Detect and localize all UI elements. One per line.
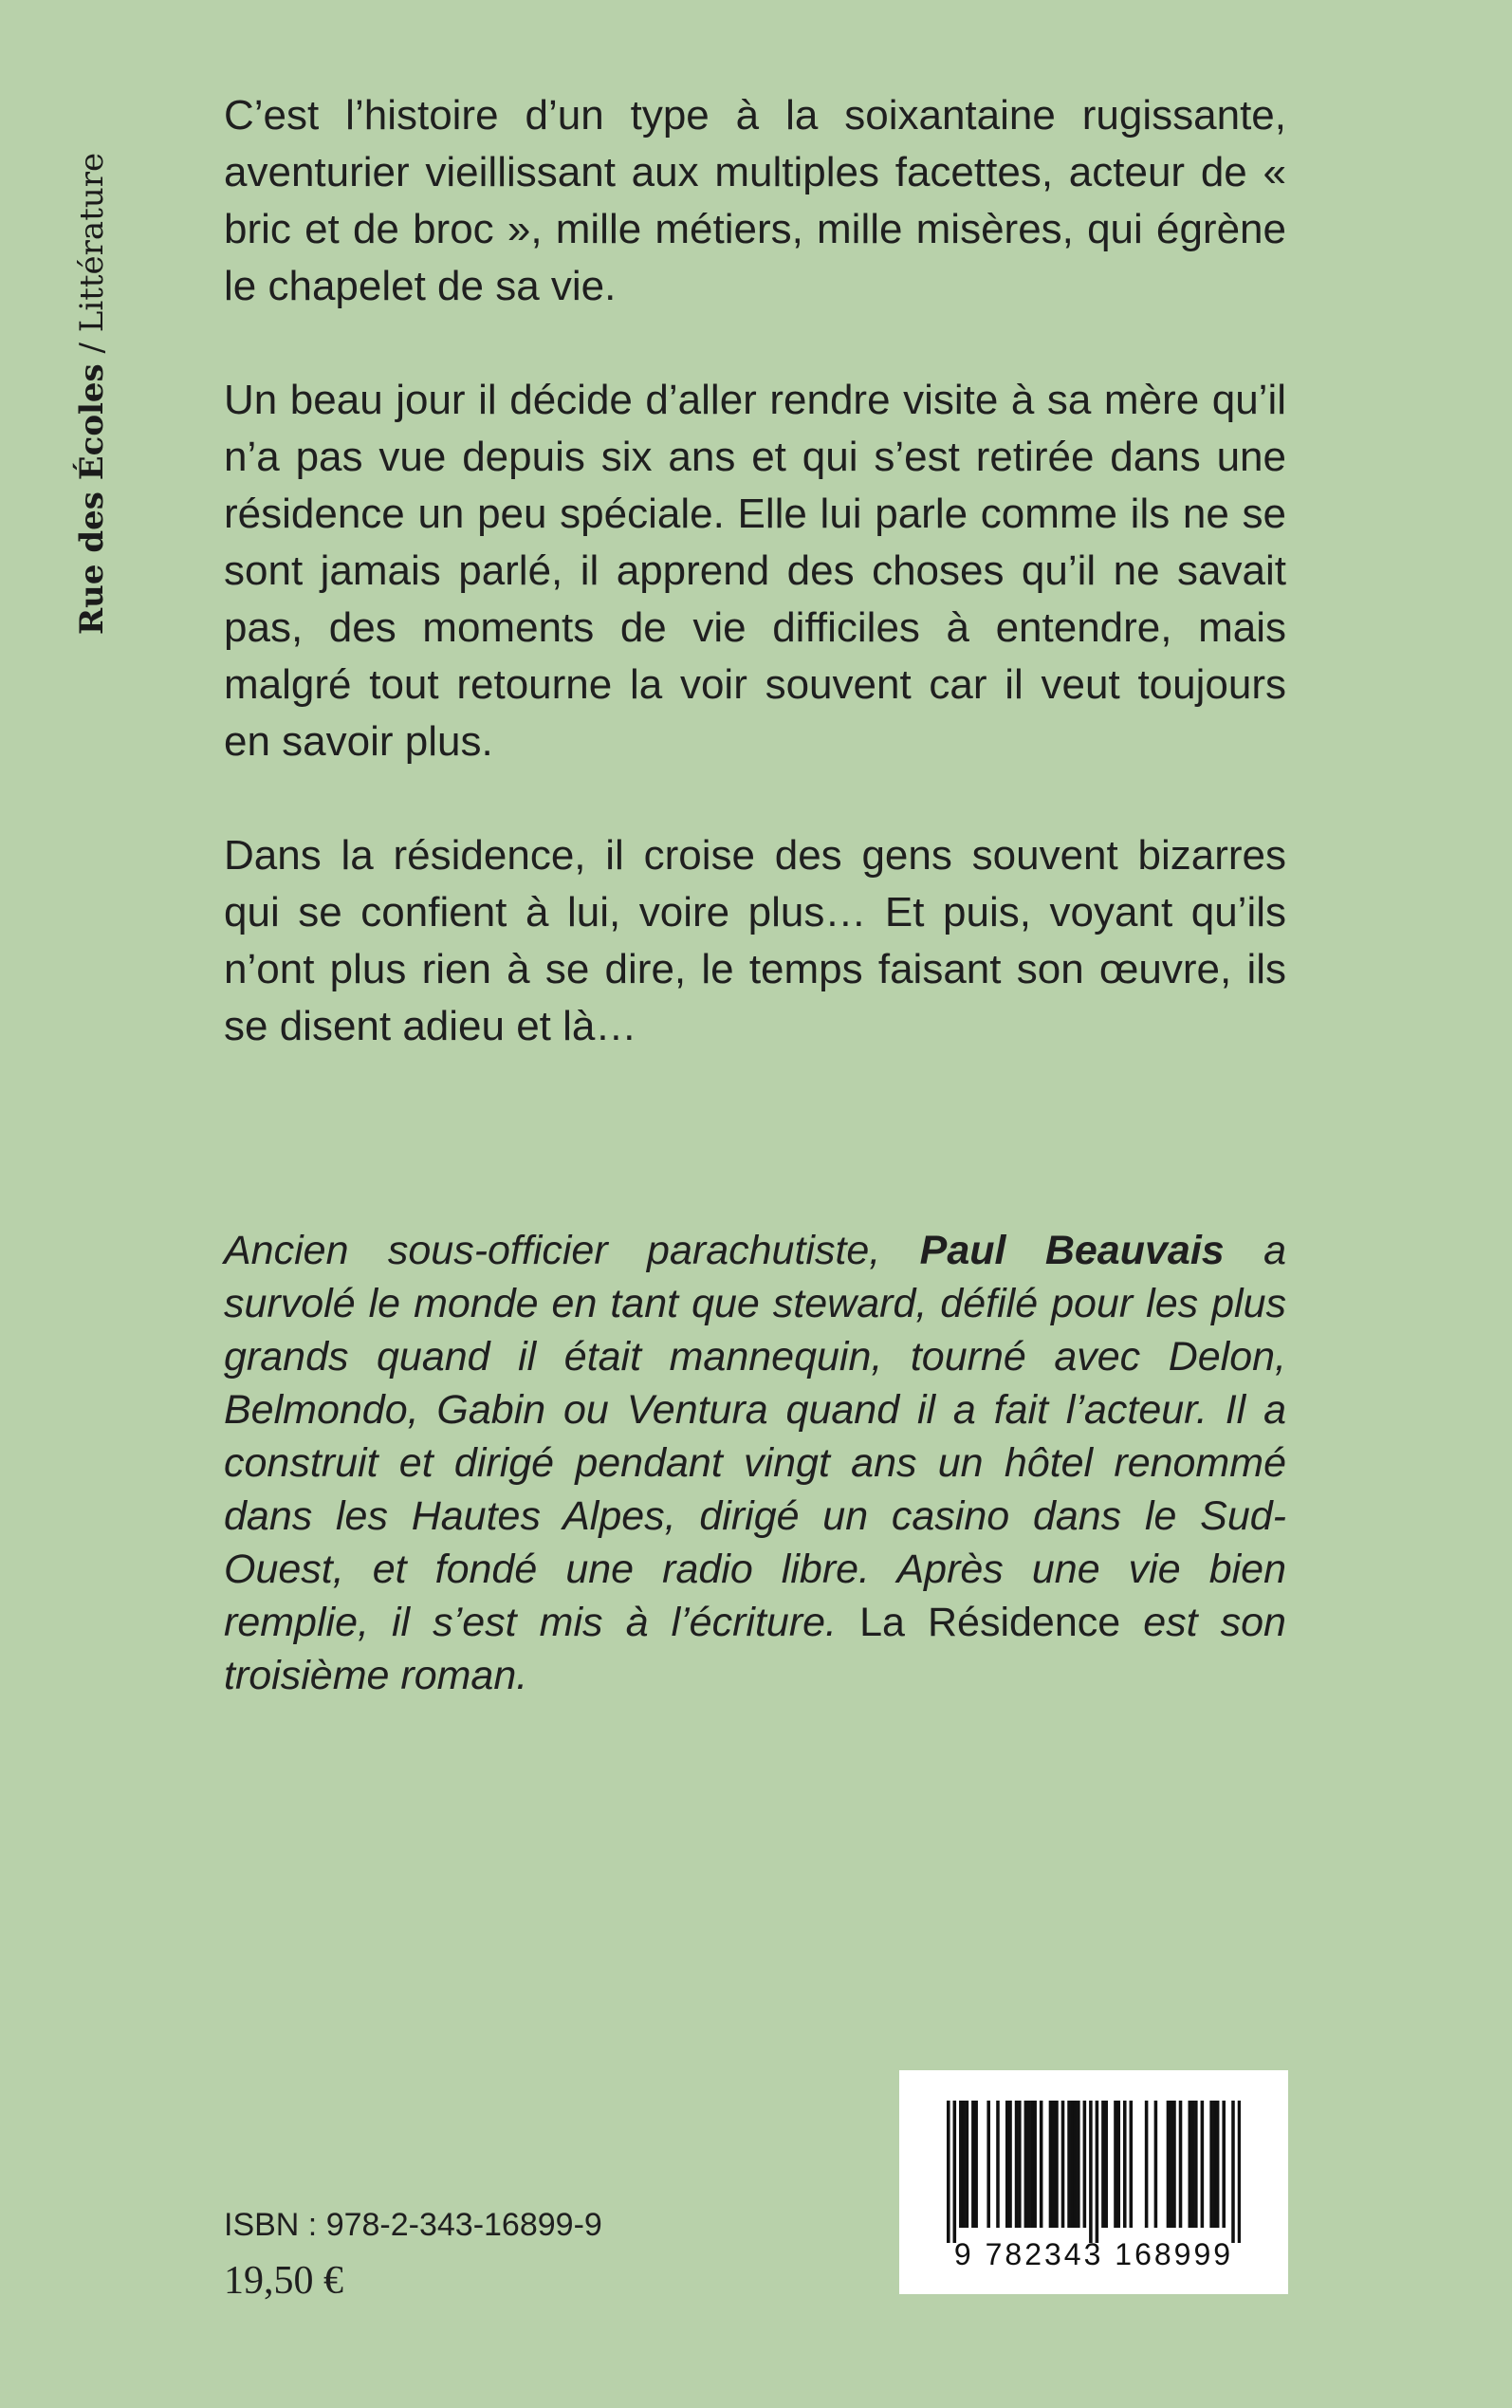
barcode-bar xyxy=(1027,2101,1031,2228)
barcode-bar xyxy=(947,2101,950,2243)
barcode-bar xyxy=(1191,2101,1195,2228)
barcode-bar xyxy=(1018,2101,1022,2228)
barcode-bar xyxy=(1015,2101,1019,2228)
spine-text xyxy=(73,153,111,635)
barcode-bars xyxy=(947,2101,1241,2243)
barcode-bar xyxy=(953,2101,957,2243)
barcode-bar xyxy=(1005,2101,1009,2228)
barcode-bar xyxy=(1008,2101,1012,2228)
barcode xyxy=(899,2070,1288,2294)
spine-label xyxy=(59,109,125,678)
barcode-bar xyxy=(1055,2101,1059,2228)
barcode-bar xyxy=(1074,2101,1078,2228)
barcode-bar xyxy=(996,2101,1000,2228)
barcode-bar xyxy=(1033,2101,1037,2228)
barcode-bar xyxy=(1209,2101,1213,2228)
barcode-bar xyxy=(1116,2101,1120,2228)
blurb-paragraph-2: Un beau jour il décide d’aller rendre visite à sa mère qu’il n’a pas vue depuis six ans et qui s’est retirée dans une résidence un peu spéciale. Elle lui parle comme ils ne se sont jamais parlé, il apprend des choses qu’il ne savait pas, des moments de vie difficiles à entendre, mais malgré tout retourne la voir souvent car il veut toujours en savoir plus. xyxy=(224,377,1286,765)
barcode-bar xyxy=(1083,2101,1087,2228)
barcode-bar xyxy=(1154,2101,1158,2228)
barcode-bar xyxy=(1024,2101,1028,2228)
barcode-bar xyxy=(1089,2101,1093,2243)
isbn-text: ISBN : 978-2-343-16899-9 xyxy=(224,2207,602,2243)
barcode-bar xyxy=(1222,2101,1226,2228)
barcode-bar xyxy=(966,2101,969,2228)
barcode-bar xyxy=(1170,2101,1173,2228)
bio-ending: est son troisième roman. xyxy=(224,1600,1286,1698)
barcode-bar xyxy=(1061,2101,1065,2228)
blurb-paragraph-1: C’est l’histoire d’un type à la soixantaine rugissante, aventurier vieillissant aux multiples facettes, acteur de « bric et de broc », mille métiers, mille misères, qui égrène le chapelet de sa vie. xyxy=(224,92,1286,309)
barcode-bar xyxy=(1231,2101,1235,2243)
author-name: Paul Beauvais xyxy=(919,1228,1225,1273)
barcode-bar xyxy=(1030,2101,1034,2228)
barcode-bar xyxy=(1213,2101,1217,2228)
barcode-bar xyxy=(971,2101,975,2228)
barcode-bar xyxy=(1104,2101,1108,2228)
barcode-bar xyxy=(1040,2101,1043,2228)
bio-intro: Ancien sous-officier parachutiste, xyxy=(224,1228,920,1273)
bio-body: a survolé le monde en tant que steward, défilé pour les plus grands quand il était mannequin, tourné avec Delon, Belmondo, Gabin ou Ventura quand il a fait l’acteur. Il a construit et dirigé pendant vingt ans un hôtel renommé dans les Hautes Alpes, dirigé un casino dans le Sud-Ouest, et fondé une radio libre. Après une vie bien remplie, il s’est mis à l’écriture. xyxy=(224,1228,1286,1645)
barcode-bar xyxy=(974,2101,978,2228)
barcode-bar xyxy=(1071,2101,1075,2228)
category-name: Littérature xyxy=(73,152,111,333)
barcode-bar xyxy=(1179,2101,1183,2228)
book-title: La Résidence xyxy=(859,1600,1121,1645)
barcode-bar xyxy=(962,2101,966,2228)
barcode-bar xyxy=(1096,2101,1099,2243)
barcode-bar xyxy=(1201,2101,1205,2228)
barcode-bar xyxy=(1114,2101,1117,2228)
series-name: Rue des Écoles xyxy=(73,363,111,636)
barcode-bar xyxy=(1167,2101,1171,2228)
barcode-bar xyxy=(1130,2101,1134,2228)
author-bio xyxy=(224,1224,1286,1702)
barcode-bar xyxy=(1238,2101,1241,2243)
barcode-bar xyxy=(1101,2101,1105,2228)
barcode-bar xyxy=(1049,2101,1053,2228)
barcode-bar xyxy=(1052,2101,1056,2228)
barcode-bar xyxy=(1194,2101,1198,2228)
spine-separator: / xyxy=(73,332,111,364)
barcode-bar xyxy=(1123,2101,1127,2228)
barcode-bar xyxy=(1077,2101,1080,2228)
barcode-bar xyxy=(1172,2101,1176,2228)
barcode-bar xyxy=(1145,2101,1149,2228)
barcode-bar xyxy=(1067,2101,1071,2228)
barcode-bar xyxy=(1216,2101,1220,2228)
barcode-bar xyxy=(1189,2101,1192,2228)
barcode-bar xyxy=(959,2101,963,2228)
blurb-paragraph-3: Dans la résidence, il croise des gens souvent bizarres qui se confient à lui, voire plus… Et puis, voyant qu’ils n’ont plus rien à se dire, le temps faisant son œuvre, ils se disent adieu et là… xyxy=(224,832,1286,1049)
price-text: 19,50 € xyxy=(224,2259,343,2303)
barcode-bar xyxy=(986,2101,990,2228)
barcode-digits: 9 782343 168999 xyxy=(953,2237,1234,2271)
